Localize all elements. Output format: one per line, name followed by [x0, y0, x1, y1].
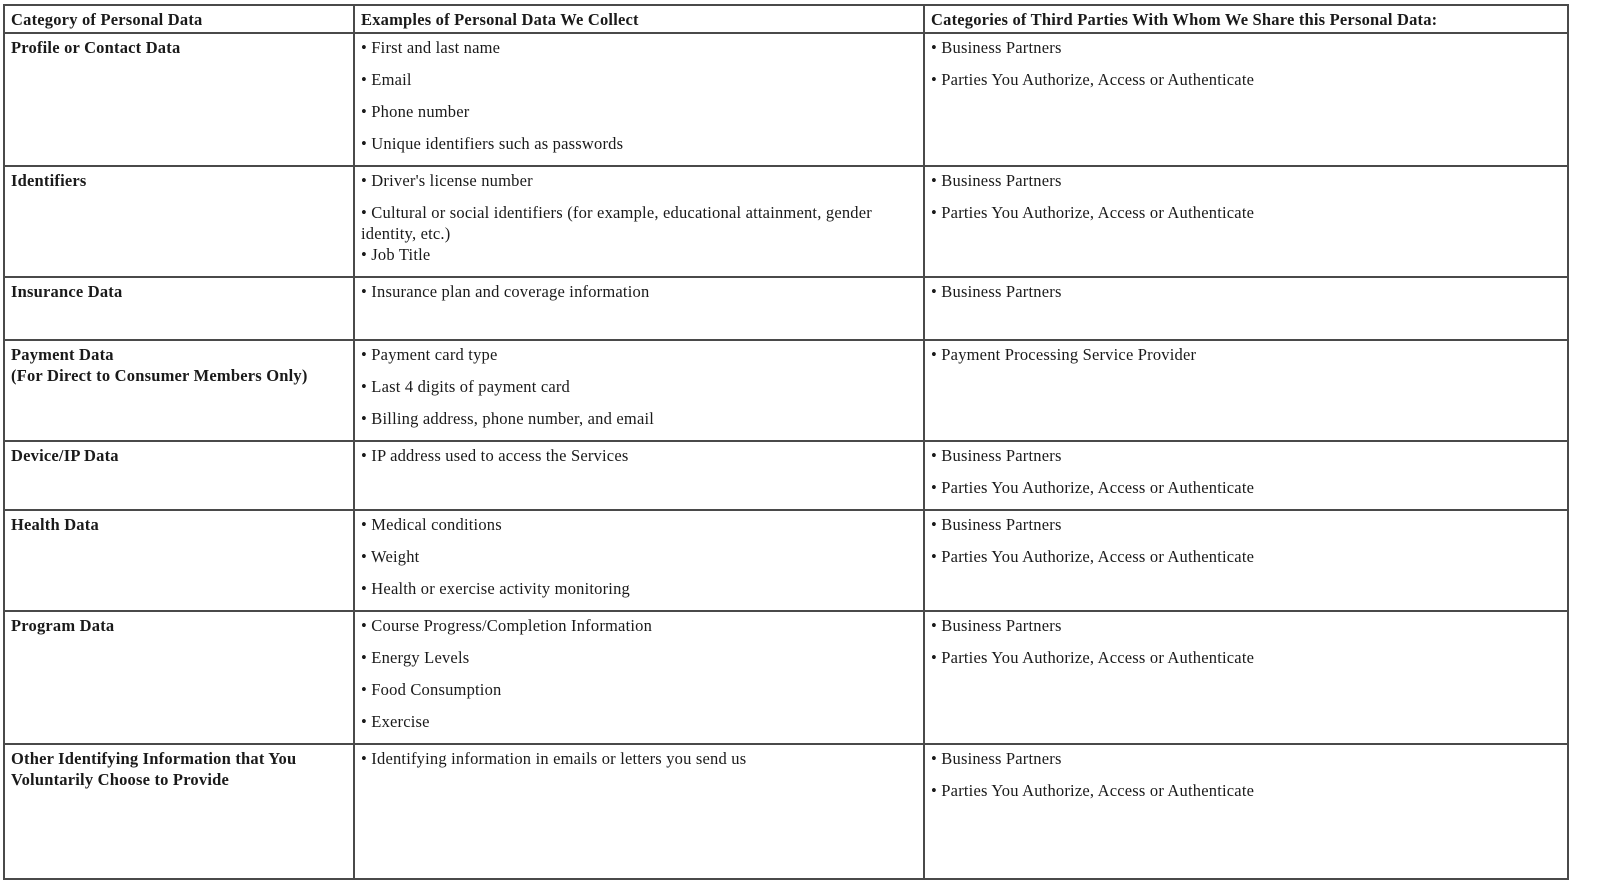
list-item: • Payment Processing Service Provider [931, 345, 1197, 364]
list-item: • Medical conditions [361, 515, 502, 534]
examples-cell [354, 611, 924, 744]
list-item: • Parties You Authorize, Access or Authenticate [931, 478, 1255, 497]
category-label: (For Direct to Consumer Members Only) [11, 366, 308, 385]
examples-cell [354, 744, 924, 879]
category-cell [4, 33, 354, 166]
list-item: • Billing address, phone number, and email [361, 409, 655, 428]
third-parties-cell [924, 277, 1568, 340]
list-item: • Payment card type [361, 345, 498, 364]
list-item: • Email [361, 70, 412, 89]
category-label: Identifiers [11, 171, 87, 190]
category-cell [4, 510, 354, 611]
category-cell [4, 340, 354, 441]
third-parties-cell [924, 611, 1568, 744]
list-item: • Business Partners [931, 749, 1062, 768]
examples-cell [354, 441, 924, 510]
list-item: • Cultural or social identifiers (for example, educational attainment, gender identity, etc.) [361, 203, 872, 243]
category-cell [4, 611, 354, 744]
list-item: • Phone number [361, 102, 470, 121]
category-label: Payment Data [11, 345, 114, 364]
list-item: • Insurance plan and coverage information [361, 282, 650, 301]
list-item: • Unique identifiers such as passwords [361, 134, 624, 153]
examples-cell [354, 340, 924, 441]
list-item: • Business Partners [931, 515, 1062, 534]
list-item: • Driver's license number [361, 171, 533, 190]
table-row [4, 441, 1568, 510]
list-item: • Job Title [361, 245, 431, 264]
table-header-row [4, 5, 1568, 33]
category-cell [4, 277, 354, 340]
category-cell [4, 744, 354, 879]
category-label: Other Identifying Information that You Voluntarily Choose to Provide [11, 749, 297, 789]
list-item: • Parties You Authorize, Access or Authenticate [931, 781, 1255, 800]
third-parties-cell [924, 340, 1568, 441]
examples-cell [354, 166, 924, 277]
category-label: Insurance Data [11, 282, 123, 301]
third-parties-cell [924, 441, 1568, 510]
category-label: Health Data [11, 515, 99, 534]
list-item: • Food Consumption [361, 680, 502, 699]
list-item: • Identifying information in emails or letters you send us [361, 749, 747, 768]
table-row [4, 33, 1568, 166]
table-row [4, 611, 1568, 744]
third-parties-cell [924, 166, 1568, 277]
list-item: • Course Progress/Completion Information [361, 616, 653, 635]
examples-cell [354, 277, 924, 340]
list-item: • Weight [361, 547, 420, 566]
list-item: • IP address used to access the Services [361, 446, 629, 465]
examples-cell [354, 510, 924, 611]
table-row [4, 166, 1568, 277]
list-item: • Business Partners [931, 282, 1062, 301]
table-row [4, 340, 1568, 441]
list-item: • Last 4 digits of payment card [361, 377, 571, 396]
examples-cell [354, 33, 924, 166]
third-parties-cell [924, 33, 1568, 166]
list-item: • Parties You Authorize, Access or Authenticate [931, 547, 1255, 566]
list-item: • Health or exercise activity monitoring [361, 579, 630, 598]
category-label: Program Data [11, 616, 115, 635]
list-item: • Business Partners [931, 616, 1062, 635]
third-parties-cell [924, 510, 1568, 611]
category-label: Device/IP Data [11, 446, 119, 465]
list-item: • First and last name [361, 38, 501, 57]
list-item: • Parties You Authorize, Access or Authenticate [931, 203, 1255, 222]
header-category: Category of Personal Data [4, 5, 354, 33]
third-parties-cell [924, 744, 1568, 879]
list-item: • Energy Levels [361, 648, 470, 667]
list-item: • Exercise [361, 712, 430, 731]
table-row [4, 744, 1568, 879]
list-item: • Parties You Authorize, Access or Authenticate [931, 70, 1255, 89]
list-item: • Business Partners [931, 171, 1062, 190]
table-row [4, 277, 1568, 340]
list-item: • Parties You Authorize, Access or Authenticate [931, 648, 1255, 667]
list-item: • Business Partners [931, 38, 1062, 57]
table-row [4, 510, 1568, 611]
category-cell [4, 441, 354, 510]
header-third-parties: Categories of Third Parties With Whom We Share this Personal Data: [924, 5, 1568, 33]
list-item: • Business Partners [931, 446, 1062, 465]
header-examples: Examples of Personal Data We Collect [354, 5, 924, 33]
category-label: Profile or Contact Data [11, 38, 181, 57]
category-cell [4, 166, 354, 277]
personal-data-table [3, 4, 1569, 880]
